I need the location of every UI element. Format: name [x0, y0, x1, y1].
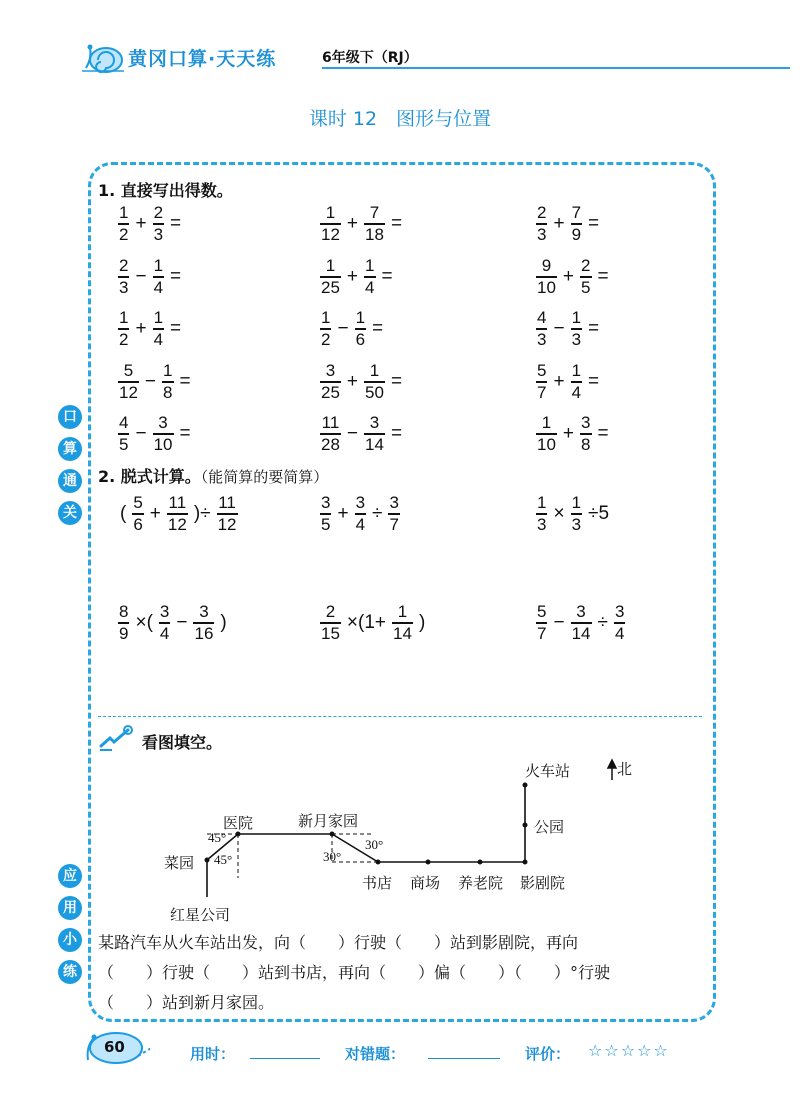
operator: − — [553, 317, 565, 339]
place-mall: 商场 — [410, 876, 441, 892]
time-label: 用时： — [190, 1045, 236, 1063]
place-hospital: 医院 — [223, 816, 254, 832]
operator: − — [337, 317, 349, 339]
place-bookstore: 书店 — [362, 876, 393, 892]
errors-blank — [428, 1058, 500, 1059]
denominator: 18 — [365, 224, 384, 244]
denominator: 14 — [365, 434, 384, 454]
operator: = — [390, 422, 403, 444]
numerator: 2 — [153, 203, 164, 222]
denominator: 14 — [393, 623, 412, 643]
operator: + — [135, 317, 147, 339]
place-nursing-home: 养老院 — [458, 876, 504, 892]
operator: + — [553, 370, 565, 392]
numerator: 1 — [369, 361, 380, 380]
operator: = — [597, 265, 609, 287]
numerator: 3 — [576, 602, 586, 621]
side-tab: 练 — [58, 960, 82, 984]
place-hongxing-company: 红星公司 — [170, 908, 231, 924]
denominator: 4 — [159, 623, 170, 643]
denominator: 12 — [321, 224, 340, 244]
denominator: 15 — [321, 623, 340, 643]
numerator: 4 — [119, 413, 129, 432]
operator: + — [346, 212, 359, 234]
operator: = — [170, 317, 182, 339]
numerator: 3 — [614, 602, 625, 621]
operator: ÷ — [597, 611, 608, 633]
numerator: 4 — [537, 308, 547, 327]
denominator: 3 — [537, 329, 547, 349]
paragraph-line: （ ）站到新月家园。 — [98, 993, 275, 1012]
operator: ) — [418, 611, 426, 633]
side-tab: 通 — [58, 469, 82, 493]
denominator: 9 — [571, 224, 582, 244]
angle-label: 45° — [214, 852, 233, 867]
numerator: 3 — [581, 413, 591, 432]
operator: = — [381, 265, 393, 287]
operator: + — [346, 370, 359, 392]
numerator: 11 — [218, 493, 236, 512]
numerator: 9 — [541, 256, 552, 275]
denominator: 14 — [571, 623, 591, 643]
numerator: 1 — [571, 308, 582, 327]
operator: + — [346, 265, 359, 287]
denominator: 3 — [571, 514, 582, 534]
denominator: 4 — [571, 382, 582, 402]
operator: ( — [120, 502, 127, 524]
denominator: 8 — [581, 434, 591, 454]
denominator: 10 — [153, 434, 173, 454]
question-3-paragraph — [98, 928, 706, 1018]
numerator: 3 — [369, 413, 380, 432]
operator: = — [588, 212, 600, 234]
denominator: 3 — [119, 277, 129, 297]
paragraph-line: 某路汽车从火车站出发，向（ ）行驶（ ）站到影剧院，再向 — [98, 933, 579, 952]
question-2-note: （能简算的要简算） — [200, 468, 329, 486]
numerator: 1 — [321, 308, 331, 327]
numerator: 1 — [163, 361, 173, 380]
operator: )÷ — [193, 502, 211, 524]
numerator: 1 — [537, 493, 547, 512]
denominator: 10 — [537, 277, 556, 297]
numerator: 5 — [537, 602, 547, 621]
numerator: 3 — [321, 493, 331, 512]
operator: = — [588, 317, 600, 339]
numerator: 7 — [571, 203, 582, 222]
angle-label: 45° — [208, 830, 227, 845]
denominator: 9 — [119, 623, 129, 643]
page-number: 60 — [104, 1038, 125, 1056]
numerator: 11 — [321, 413, 340, 432]
question-1-title: 1. 直接写出得数。 — [98, 181, 233, 200]
place-xinyue-garden: 新月家园 — [298, 814, 359, 830]
numerator: 1 — [397, 602, 408, 621]
operator: + — [149, 502, 161, 524]
operator: − — [135, 265, 147, 287]
numerator: 5 — [133, 493, 143, 512]
denominator: 5 — [581, 277, 591, 297]
numerator: 2 — [537, 203, 547, 222]
denominator: 5 — [119, 434, 129, 454]
numerator: 3 — [325, 361, 336, 380]
operator: = — [179, 422, 191, 444]
numerator: 3 — [158, 413, 168, 432]
denominator: 25 — [321, 382, 340, 402]
operator: − — [135, 422, 147, 444]
operator: = — [179, 370, 191, 392]
denominator: 12 — [167, 514, 187, 534]
lesson-title: 课时 12 图形与位置 — [308, 108, 492, 130]
numerator: 2 — [119, 256, 129, 275]
angle-label: 30° — [323, 849, 342, 864]
denominator: 50 — [365, 382, 384, 402]
place-train-station: 火车站 — [525, 764, 571, 780]
denominator: 28 — [321, 434, 340, 454]
denominator: 4 — [365, 277, 375, 297]
north-arrow-icon — [608, 760, 616, 780]
operator: = — [588, 370, 600, 392]
numerator: 5 — [537, 361, 547, 380]
operator: + — [553, 212, 565, 234]
numerator: 11 — [168, 493, 187, 512]
side-tab: 用 — [58, 896, 82, 920]
denominator: 4 — [153, 277, 164, 297]
denominator: 12 — [217, 514, 237, 534]
numerator: 1 — [153, 256, 164, 275]
numerator: 8 — [119, 602, 129, 621]
numerator: 7 — [369, 203, 380, 222]
paragraph-line: （ ）行驶（ ）站到书店，再向（ ）偏（ ）（ ）°行驶 — [98, 963, 611, 982]
denominator: 2 — [119, 329, 129, 349]
numerator: 3 — [355, 493, 366, 512]
denominator: 7 — [537, 623, 547, 643]
operator: = — [597, 422, 609, 444]
side-tab: 关 — [58, 501, 82, 525]
denominator: 4 — [614, 623, 625, 643]
operator: ×(1+ — [346, 611, 387, 633]
denominator: 3 — [153, 224, 164, 244]
operator: ÷5 — [588, 502, 610, 524]
denominator: 7 — [389, 514, 399, 534]
time-blank — [250, 1058, 320, 1059]
numerator: 3 — [159, 602, 170, 621]
rating-stars: ☆☆☆☆☆ — [588, 1041, 670, 1060]
question-3-title: 看图填空。 — [142, 733, 223, 752]
numerator: 3 — [199, 602, 209, 621]
operator: = — [390, 212, 403, 234]
errors-label: 对错题： — [345, 1045, 406, 1063]
operator: = — [372, 317, 384, 339]
operator: = — [390, 370, 403, 392]
numerator: 2 — [581, 256, 591, 275]
denominator: 8 — [163, 382, 173, 402]
operator: + — [562, 422, 575, 444]
numerator: 1 — [119, 308, 129, 327]
numerator: 1 — [571, 493, 582, 512]
operator: + — [135, 212, 147, 234]
numerator: 1 — [355, 308, 366, 327]
operator: − — [553, 611, 565, 633]
side-tab: 口 — [58, 405, 82, 429]
operator: ) — [220, 611, 227, 633]
operator: + — [562, 265, 575, 287]
operator: ×( — [135, 611, 153, 633]
denominator: 3 — [571, 329, 582, 349]
denominator: 12 — [119, 382, 138, 402]
denominator: 25 — [321, 277, 340, 297]
numerator: 1 — [153, 308, 164, 327]
numerator: 1 — [541, 413, 552, 432]
place-vegetable-garden: 菜园 — [164, 856, 195, 872]
place-theater: 影剧院 — [520, 876, 566, 892]
operator: ÷ — [372, 502, 383, 524]
numerator: 1 — [325, 203, 336, 222]
denominator: 6 — [133, 514, 143, 534]
north-label: 北 — [617, 762, 633, 778]
denominator: 2 — [119, 224, 129, 244]
grade-label: 6年级下（RJ） — [322, 50, 418, 66]
denominator: 5 — [321, 514, 331, 534]
denominator: 10 — [537, 434, 556, 454]
numerator: 1 — [325, 256, 336, 275]
numerator: 5 — [123, 361, 134, 380]
numerator: 1 — [571, 361, 582, 380]
denominator: 2 — [321, 329, 331, 349]
operator: − — [176, 611, 188, 633]
denominator: 3 — [537, 224, 547, 244]
rating-label: 评价： — [525, 1045, 571, 1063]
denominator: 16 — [194, 623, 214, 643]
numerator: 2 — [325, 602, 336, 621]
numerator: 1 — [365, 256, 375, 275]
question-2-label: 2. 脱式计算。 — [98, 467, 201, 486]
operator: = — [170, 265, 182, 287]
side-tab: 应 — [58, 864, 82, 888]
operator: + — [337, 502, 349, 524]
denominator: 4 — [355, 514, 366, 534]
numerator: 3 — [389, 493, 399, 512]
brand-title: 黄冈口算·天天练 — [128, 48, 277, 70]
operator: − — [144, 370, 157, 392]
place-park: 公园 — [534, 820, 565, 836]
denominator: 4 — [153, 329, 164, 349]
side-tab: 小 — [58, 928, 82, 952]
operator: × — [553, 502, 565, 524]
denominator: 3 — [537, 514, 547, 534]
denominator: 6 — [355, 329, 366, 349]
numerator: 1 — [119, 203, 129, 222]
denominator: 7 — [537, 382, 547, 402]
operator: = — [170, 212, 182, 234]
side-tab: 算 — [58, 437, 82, 461]
angle-label: 30° — [365, 837, 384, 852]
operator: − — [346, 422, 359, 444]
